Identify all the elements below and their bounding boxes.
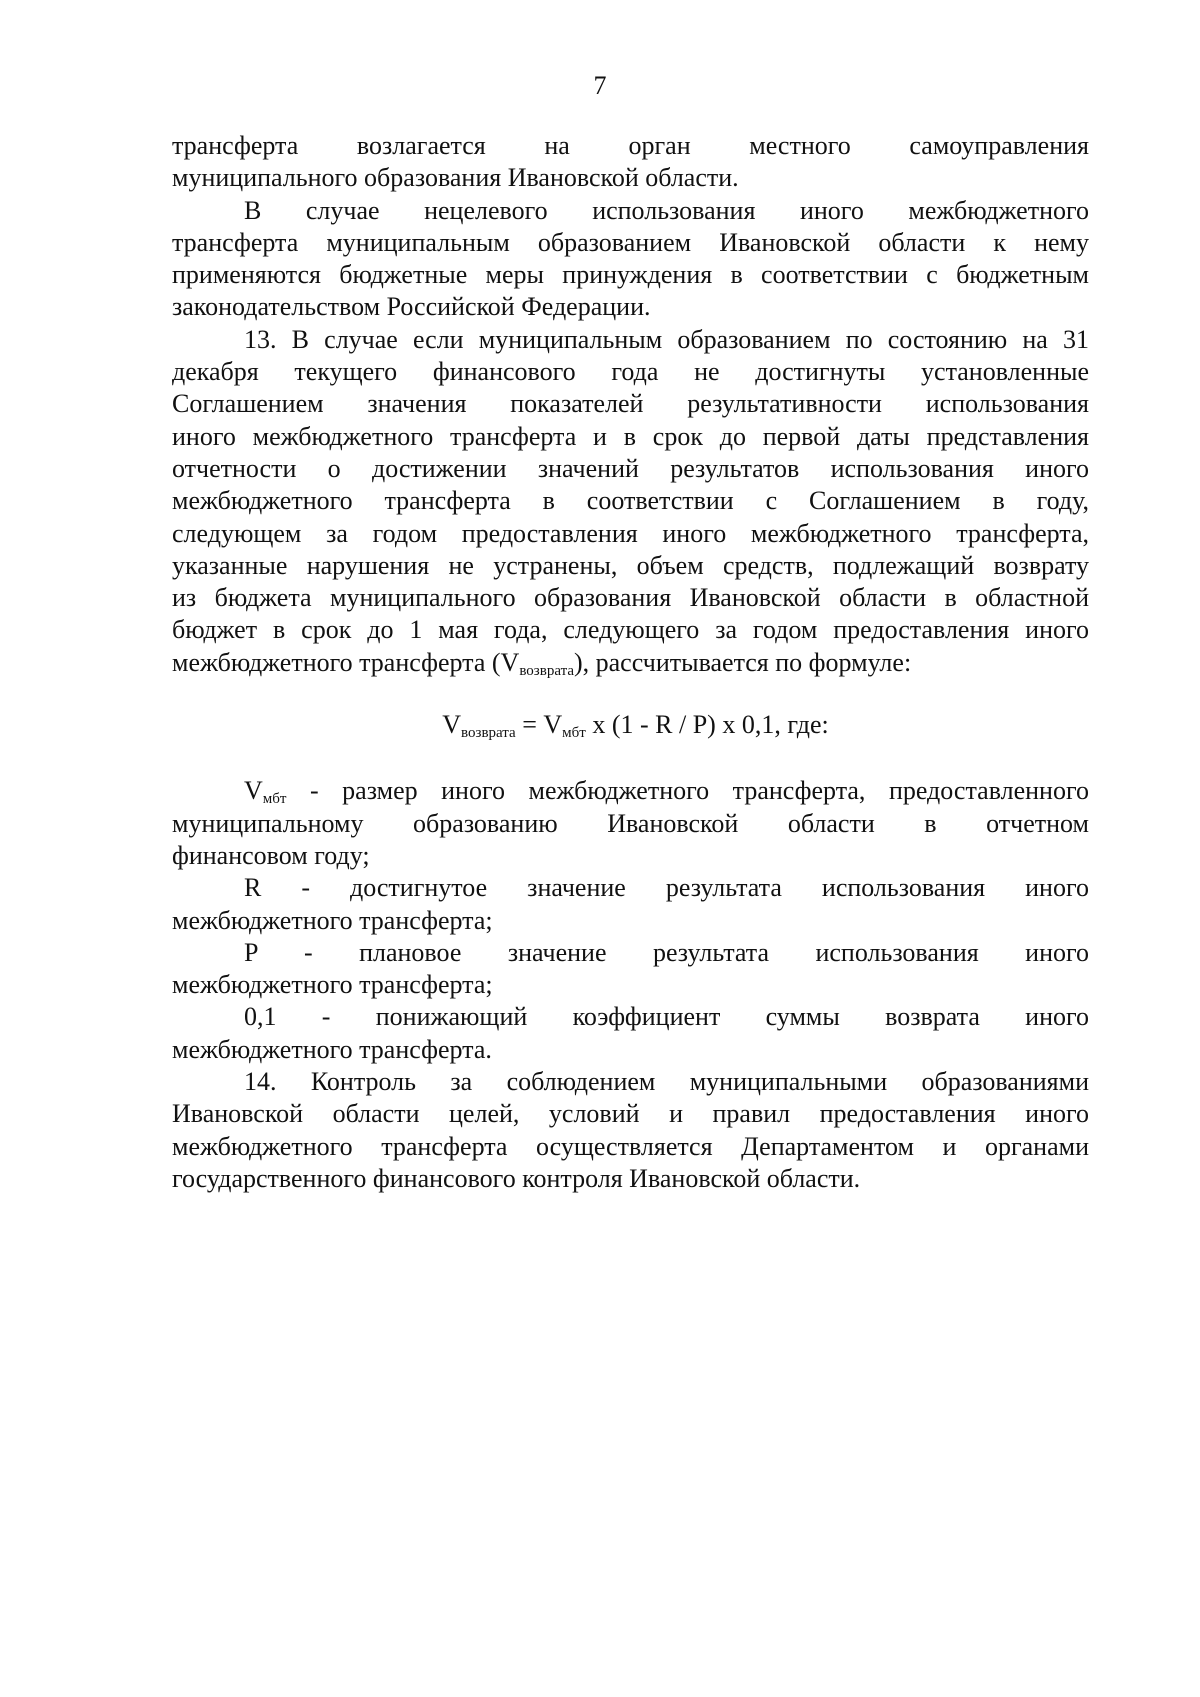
text-line: декабря текущего финансового года не достигнуты установленные bbox=[172, 357, 1089, 387]
text-line: межбюджетного трансферта; bbox=[172, 970, 493, 1000]
text-line: муниципального образования Ивановской области. bbox=[172, 163, 739, 193]
text-line: межбюджетного трансферта. bbox=[172, 1034, 492, 1064]
text-line: законодательством Российской Федерации. bbox=[172, 292, 651, 322]
text-line: иного межбюджетного трансферта и в срок до первой даты представления bbox=[172, 421, 1089, 451]
text-line: бюджет в срок до 1 мая года, следующего за годом предоставления иного bbox=[172, 615, 1089, 645]
text-line: Соглашением значения показателей результативности использования bbox=[172, 389, 1089, 419]
definition-r: R - достигнутое значение результата использования иного bbox=[244, 873, 1089, 903]
formula-variable: V bbox=[442, 710, 462, 740]
definition-vmbt bbox=[172, 775, 1089, 807]
text-line: следующем за годом предоставления иного межбюджетного трансферта, bbox=[172, 518, 1089, 548]
formula-fragment: x (1 - R / P) x 0,1, где: bbox=[585, 710, 829, 740]
text-line: из бюджета муниципального образования Ивановской области в областной bbox=[172, 583, 1089, 613]
text-line: межбюджетного трансферта осуществляется Департаментом и органами bbox=[172, 1131, 1089, 1161]
subscript: возврата bbox=[519, 662, 574, 679]
text-line: трансферта муниципальным образованием Ивановской области к нему bbox=[172, 227, 1089, 257]
text-line: указанные нарушения не устранены, объем средств, подлежащий возврату bbox=[172, 550, 1089, 580]
subscript: мбт bbox=[262, 791, 287, 808]
subscript: возврата bbox=[461, 725, 516, 742]
text-line: государственного финансового контроля Ивановской области. bbox=[172, 1163, 861, 1193]
text-line: Ивановской области целей, условий и правил предоставления иного bbox=[172, 1099, 1089, 1129]
text-fragment: - размер иного межбюджетного трансферта, предоставленного bbox=[286, 776, 1089, 806]
text-line: межбюджетного трансферта; bbox=[172, 905, 493, 935]
text-line bbox=[172, 647, 1089, 679]
text-line: муниципальному образованию Ивановской области в отчетном bbox=[172, 808, 1089, 838]
text-line: финансовом году; bbox=[172, 840, 370, 870]
text-line: применяются бюджетные меры принуждения в соответствии с бюджетным bbox=[172, 260, 1089, 290]
text-line: 14. Контроль за соблюдением муниципальными образованиями bbox=[244, 1067, 1089, 1097]
text-line: трансферта возлагается на орган местного самоуправления bbox=[172, 131, 1089, 160]
text-line: межбюджетного трансферта в соответствии с Соглашением в году, bbox=[172, 486, 1089, 516]
document-body bbox=[172, 130, 1089, 1195]
formula-fragment: = V bbox=[515, 710, 563, 740]
text-fragment: межбюджетного трансферта (V bbox=[172, 647, 520, 677]
text-fragment: V bbox=[244, 776, 263, 806]
text-line: В случае нецелевого использования иного межбюджетного bbox=[244, 195, 1089, 225]
page-number: 7 bbox=[593, 71, 607, 100]
text-line: 13. В случае если муниципальным образованием по состоянию на 31 bbox=[244, 324, 1089, 354]
definition-coefficient: 0,1 - понижающий коэффициент суммы возврата иного bbox=[244, 1002, 1089, 1032]
formula-definitions bbox=[172, 775, 1089, 1066]
formula bbox=[172, 709, 1089, 741]
text-fragment: ), рассчитывается по формуле: bbox=[573, 647, 912, 677]
subscript: мбт bbox=[562, 725, 586, 742]
text-line: отчетности о достижении значений результатов использования иного bbox=[172, 453, 1089, 483]
paragraphs-12-13 bbox=[172, 130, 1089, 647]
definition-p: P - плановое значение результата использования иного bbox=[244, 937, 1089, 967]
paragraph-14 bbox=[172, 1066, 1089, 1195]
